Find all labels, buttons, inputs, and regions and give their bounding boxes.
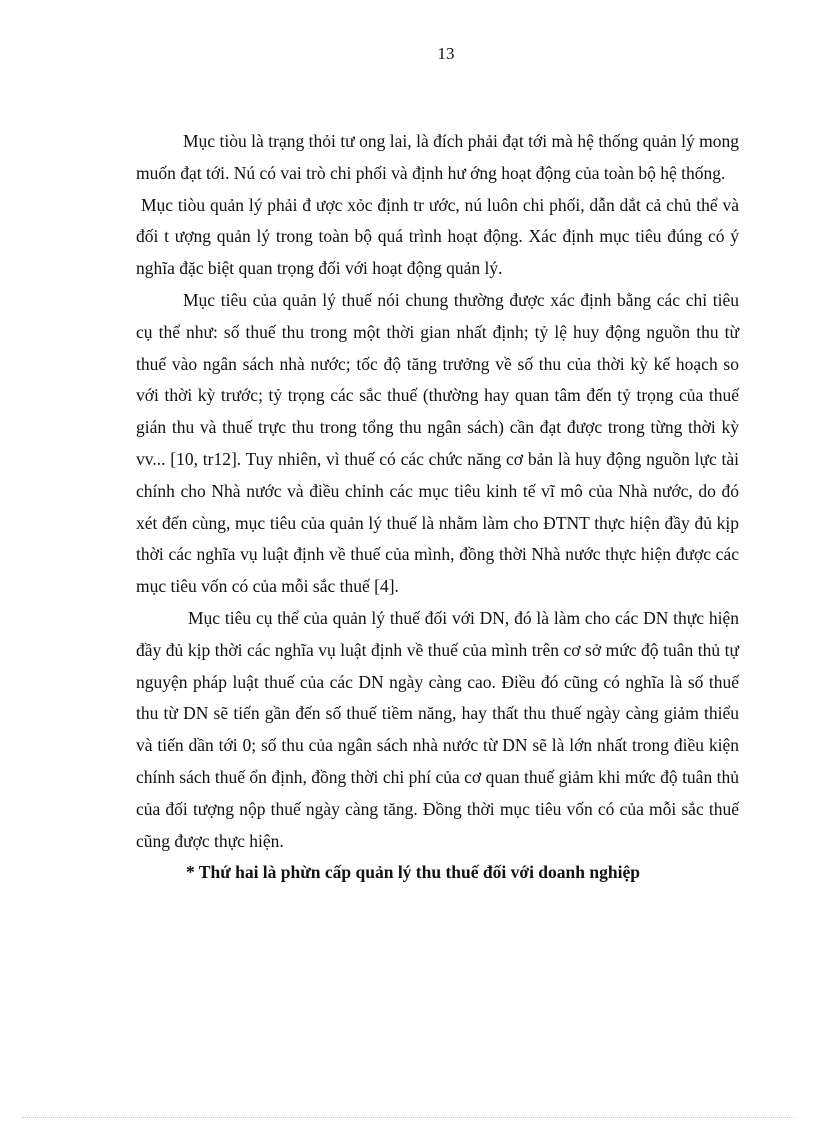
paragraph-3: Mục tiêu của quản lý thuế nói chung thường được xác định bằng các chỉ tiêu cụ thể như: số thuế thu trong một thời gian nhất định; tỷ lệ huy động nguồn thu từ thuế vào ngân sách nhà nước; tốc độ tăng trưởng về số thu của thời kỳ kế hoạch so với thời kỳ trước; tỷ trọng các sắc thuế (thường hay quan tâm đến tỷ trọng của thuế gián thu và thuế trực thu trong tổng thu ngân sách) cần đạt được trong từng thời kỳ vv... [10, tr12]. Tuy nhiên, vì thuế có các chức năng cơ bản là huy động nguồn lực tài chính cho Nhà nước và điều chỉnh các mục tiêu kinh tế vĩ mô của Nhà nước, do đó xét đến cùng, mục tiêu của quản lý thuế là nhằm làm cho ĐTNT thực hiện đầy đủ kịp thời các nghĩa vụ luật định về thuế của mình, đồng thời Nhà nước thực hiện được các mục tiêu vốn có của mỗi sắc thuế [4]. (136, 289, 739, 597)
paragraph-1: Mục tiòu là trạng thỏi tư ong lai, là đích phải đạt tới mà hệ thống quản lý mong muốn đạt tới. Nú có vai trò chi phối và định hư ớng hoạt động của toàn bộ hệ thống. (136, 131, 739, 183)
section-heading: * Thứ hai là phừn cấp quản lý thu thuế đối với doanh nghiệp (186, 862, 640, 883)
document-body (136, 126, 739, 889)
page-bottom-divider (22, 1117, 794, 1118)
paragraph-4: Mục tiêu cụ thể của quản lý thuế đối với DN, đó là làm cho các DN thực hiện đầy đủ kịp thời các nghĩa vụ luật định về thuế của mình trên cơ sở mức độ tuân thủ tự nguyện pháp luật thuế của các DN ngày càng cao. Điều đó cũng có nghĩa là số thuế thu từ DN sẽ tiến gần đến số thuế tiềm năng, hay thất thu thuế ngày càng giảm thiểu và tiến dần tới 0; số thu của ngân sách nhà nước từ DN sẽ là lớn nhất trong điều kiện chính sách thuế ổn định, đồng thời chi phí của cơ quan thuế giảm khi mức độ tuân thủ của đối tượng nộp thuế ngày càng tăng. Đồng thời mục tiêu vốn có của mỗi sắc thuế cũng được thực hiện. (136, 607, 739, 851)
paragraph-2: Mục tiòu quản lý phải đ ược xỏc định tr ước, nú luôn chi phối, dẫn dắt cả chủ thể và đối t ượng quản lý trong toàn bộ quá trình hoạt động. Xác định mục tiêu đúng có ý nghĩa đặc biệt quan trọng đối với hoạt động quản lý. (136, 194, 739, 279)
page-number: 13 (437, 44, 455, 63)
